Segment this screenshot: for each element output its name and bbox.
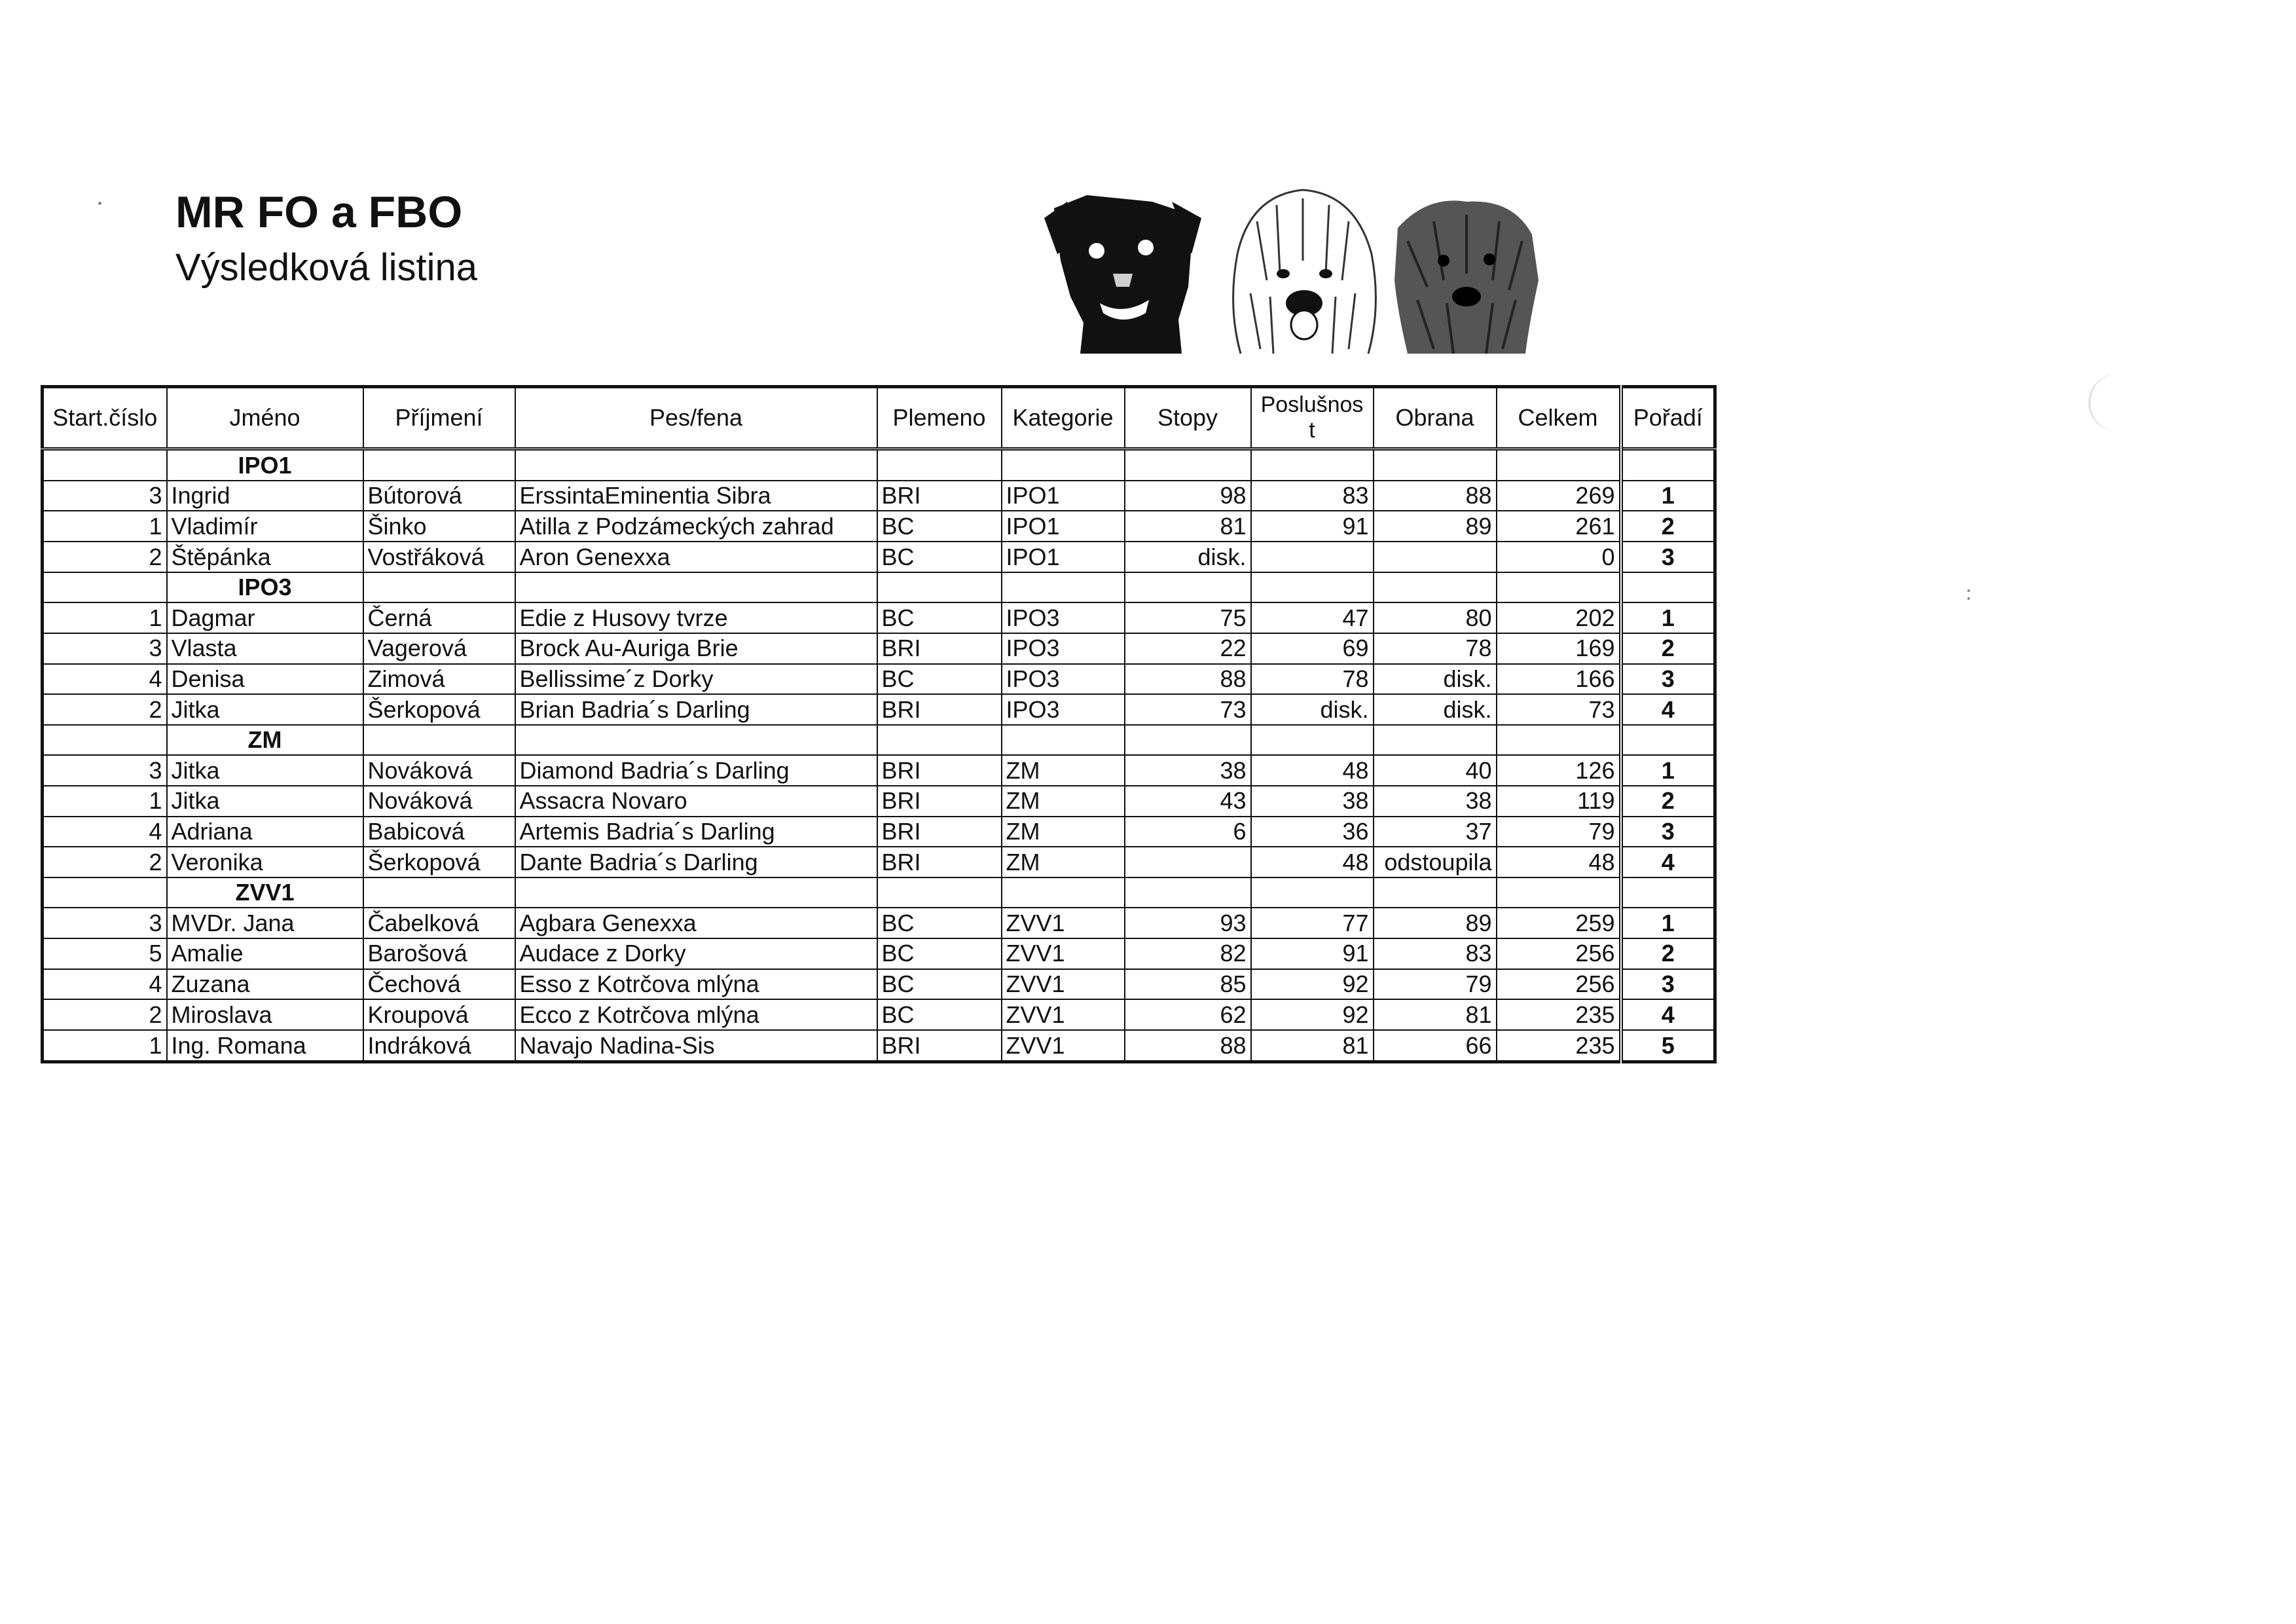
last-name-cell: Babicová <box>363 817 515 847</box>
page-subtitle: Výsledková listina <box>175 246 477 289</box>
obedience-score-cell: 77 <box>1251 908 1374 938</box>
total-score-cell: 48 <box>1497 847 1621 877</box>
section-row <box>43 725 1715 756</box>
breed-cell: BC <box>877 542 1002 572</box>
table-row <box>43 664 1715 695</box>
last-name-cell: Šerkopová <box>363 847 515 877</box>
category-cell: IPO3 <box>1002 602 1125 633</box>
total-score-cell: 261 <box>1497 511 1621 542</box>
obedience-score-cell: 47 <box>1251 602 1374 633</box>
table-row <box>43 999 1715 1030</box>
obedience-score-cell: 92 <box>1251 969 1374 1000</box>
section-row <box>43 572 1715 603</box>
protection-score-cell: 80 <box>1374 602 1497 633</box>
start-number-cell: 3 <box>43 755 167 786</box>
protection-score-cell: 89 <box>1374 908 1497 938</box>
rank-cell: 3 <box>1621 969 1715 1000</box>
category-cell: ZVV1 <box>1002 938 1125 969</box>
protection-score-cell: 40 <box>1374 755 1497 786</box>
protection-score-cell: disk. <box>1374 664 1497 695</box>
start-number-cell: 1 <box>43 602 167 633</box>
empty-cell <box>1002 877 1125 908</box>
category-cell: IPO3 <box>1002 694 1125 725</box>
obedience-score-cell: 38 <box>1251 786 1374 817</box>
first-name-cell: Vladimír <box>167 511 363 542</box>
tracking-score-cell: 85 <box>1125 969 1251 1000</box>
last-name-cell: Čabelková <box>363 908 515 938</box>
category-cell: ZM <box>1002 847 1125 877</box>
protection-score-cell <box>1374 542 1497 572</box>
protection-score-cell: 37 <box>1374 817 1497 847</box>
protection-score-cell: 79 <box>1374 969 1497 1000</box>
empty-cell <box>1125 449 1251 481</box>
first-name-cell: Ingrid <box>167 481 363 511</box>
first-name-cell: Denisa <box>167 664 363 695</box>
dog-name-cell: Diamond Badria´s Darling <box>515 755 877 786</box>
empty-cell <box>43 572 167 603</box>
breed-cell: BRI <box>877 481 1002 511</box>
empty-cell <box>1251 449 1374 481</box>
start-number-cell: 3 <box>43 908 167 938</box>
table-row <box>43 481 1715 511</box>
dog-name-cell: Artemis Badria´s Darling <box>515 817 877 847</box>
protection-score-cell: 78 <box>1374 633 1497 664</box>
total-score-cell: 256 <box>1497 969 1621 1000</box>
rank-cell: 1 <box>1621 908 1715 938</box>
scan-margin-mark <box>2088 373 2149 432</box>
tracking-score-cell: 62 <box>1125 999 1251 1030</box>
last-name-cell: Barošová <box>363 938 515 969</box>
empty-cell <box>1497 449 1621 481</box>
empty-cell <box>877 572 1002 603</box>
empty-cell <box>1621 449 1715 481</box>
empty-cell <box>877 877 1002 908</box>
table-header-row <box>43 387 1715 449</box>
section-row <box>43 877 1715 908</box>
obedience-score-cell: 36 <box>1251 817 1374 847</box>
empty-cell <box>363 877 515 908</box>
empty-cell <box>1374 725 1497 756</box>
first-name-cell: Vlasta <box>167 633 363 664</box>
col-header-rank: Pořadí <box>1621 387 1715 449</box>
last-name-cell: Kroupová <box>363 999 515 1030</box>
last-name-cell: Vostřáková <box>363 542 515 572</box>
empty-cell <box>1002 449 1125 481</box>
empty-cell <box>515 725 877 756</box>
breed-cell: BC <box>877 602 1002 633</box>
empty-cell <box>1002 725 1125 756</box>
obedience-score-cell: 92 <box>1251 999 1374 1030</box>
dog-name-cell: Brian Badria´s Darling <box>515 694 877 725</box>
total-score-cell: 169 <box>1497 633 1621 664</box>
empty-cell <box>1374 877 1497 908</box>
category-cell: ZVV1 <box>1002 1030 1125 1062</box>
table-row <box>43 511 1715 542</box>
breed-cell: BC <box>877 908 1002 938</box>
obedience-score-cell: 83 <box>1251 481 1374 511</box>
category-cell: IPO3 <box>1002 664 1125 695</box>
protection-score-cell: disk. <box>1374 694 1497 725</box>
table-row <box>43 633 1715 664</box>
dog-name-cell: Atilla z Podzámeckých zahrad <box>515 511 877 542</box>
first-name-cell: Adriana <box>167 817 363 847</box>
tracking-score-cell: 38 <box>1125 755 1251 786</box>
last-name-cell: Čechová <box>363 969 515 1000</box>
table-row <box>43 602 1715 633</box>
empty-cell <box>877 725 1002 756</box>
scan-speck <box>1967 597 1970 600</box>
obedience-score-cell: disk. <box>1251 694 1374 725</box>
dog-name-cell: Audace z Dorky <box>515 938 877 969</box>
breed-cell: BRI <box>877 847 1002 877</box>
breed-cell: BRI <box>877 1030 1002 1062</box>
col-header-first-name: Jméno <box>167 387 363 449</box>
empty-cell <box>1002 572 1125 603</box>
rank-cell: 4 <box>1621 694 1715 725</box>
rank-cell: 5 <box>1621 1030 1715 1062</box>
dog-heads-icon <box>1041 182 1545 359</box>
total-score-cell: 73 <box>1497 694 1621 725</box>
protection-score-cell: 89 <box>1374 511 1497 542</box>
table-row <box>43 938 1715 969</box>
tracking-score-cell: 82 <box>1125 938 1251 969</box>
rank-cell: 2 <box>1621 633 1715 664</box>
breed-cell: BRI <box>877 786 1002 817</box>
col-header-total: Celkem <box>1497 387 1621 449</box>
last-name-cell: Nováková <box>363 786 515 817</box>
total-score-cell: 126 <box>1497 755 1621 786</box>
empty-cell <box>515 877 877 908</box>
total-score-cell: 79 <box>1497 817 1621 847</box>
last-name-cell: Indráková <box>363 1030 515 1062</box>
start-number-cell: 1 <box>43 786 167 817</box>
empty-cell <box>43 449 167 481</box>
dog-name-cell: Aron Genexxa <box>515 542 877 572</box>
empty-cell <box>1125 572 1251 603</box>
start-number-cell: 2 <box>43 542 167 572</box>
empty-cell <box>1374 449 1497 481</box>
section-label: IPO1 <box>167 449 363 481</box>
obedience-score-cell: 91 <box>1251 938 1374 969</box>
first-name-cell: Amalie <box>167 938 363 969</box>
obedience-score-cell: 78 <box>1251 664 1374 695</box>
rank-cell: 4 <box>1621 999 1715 1030</box>
breed-cell: BRI <box>877 633 1002 664</box>
rank-cell: 1 <box>1621 755 1715 786</box>
tracking-score-cell: 88 <box>1125 664 1251 695</box>
tracking-score-cell: 93 <box>1125 908 1251 938</box>
tracking-score-cell: 73 <box>1125 694 1251 725</box>
empty-cell <box>1621 877 1715 908</box>
empty-cell <box>1497 725 1621 756</box>
empty-cell <box>43 725 167 756</box>
total-score-cell: 0 <box>1497 542 1621 572</box>
start-number-cell: 5 <box>43 938 167 969</box>
category-cell: ZM <box>1002 817 1125 847</box>
protection-score-cell: 88 <box>1374 481 1497 511</box>
table-row <box>43 908 1715 938</box>
category-cell: IPO1 <box>1002 481 1125 511</box>
dog-name-cell: Dante Badria´s Darling <box>515 847 877 877</box>
table-row <box>43 786 1715 817</box>
empty-cell <box>1125 725 1251 756</box>
col-header-tracking: Stopy <box>1125 387 1251 449</box>
table-row <box>43 817 1715 847</box>
empty-cell <box>877 449 1002 481</box>
empty-cell <box>1251 572 1374 603</box>
tracking-score-cell: 88 <box>1125 1030 1251 1062</box>
empty-cell <box>515 449 877 481</box>
tracking-score-cell: 22 <box>1125 633 1251 664</box>
last-name-cell: Vagerová <box>363 633 515 664</box>
last-name-cell: Nováková <box>363 755 515 786</box>
start-number-cell: 2 <box>43 999 167 1030</box>
empty-cell <box>43 877 167 908</box>
obedience-score-cell: 48 <box>1251 847 1374 877</box>
col-header-obedience: Poslušnos t <box>1251 387 1374 449</box>
section-row <box>43 449 1715 481</box>
protection-score-cell: 81 <box>1374 999 1497 1030</box>
total-score-cell: 256 <box>1497 938 1621 969</box>
rank-cell: 2 <box>1621 938 1715 969</box>
empty-cell <box>1621 572 1715 603</box>
total-score-cell: 202 <box>1497 602 1621 633</box>
obedience-score-cell: 81 <box>1251 1030 1374 1062</box>
dog-name-cell: Bellissime´z Dorky <box>515 664 877 695</box>
rank-cell: 4 <box>1621 847 1715 877</box>
first-name-cell: Jitka <box>167 694 363 725</box>
tracking-score-cell: 81 <box>1125 511 1251 542</box>
last-name-cell: Bútorová <box>363 481 515 511</box>
rank-cell: 2 <box>1621 786 1715 817</box>
table-row <box>43 969 1715 1000</box>
breed-cell: BC <box>877 999 1002 1030</box>
category-cell: ZM <box>1002 786 1125 817</box>
start-number-cell: 4 <box>43 969 167 1000</box>
first-name-cell: Jitka <box>167 755 363 786</box>
category-cell: ZM <box>1002 755 1125 786</box>
tracking-score-cell: 43 <box>1125 786 1251 817</box>
first-name-cell: Dagmar <box>167 602 363 633</box>
total-score-cell: 259 <box>1497 908 1621 938</box>
category-cell: IPO1 <box>1002 511 1125 542</box>
empty-cell <box>1497 572 1621 603</box>
empty-cell <box>1497 877 1621 908</box>
dog-name-cell: Assacra Novaro <box>515 786 877 817</box>
tracking-score-cell: 75 <box>1125 602 1251 633</box>
empty-cell <box>515 572 877 603</box>
dog-name-cell: Edie z Husovy tvrze <box>515 602 877 633</box>
col-header-dog: Pes/fena <box>515 387 877 449</box>
rank-cell: 1 <box>1621 481 1715 511</box>
rank-cell: 1 <box>1621 602 1715 633</box>
start-number-cell: 4 <box>43 664 167 695</box>
start-number-cell: 2 <box>43 847 167 877</box>
empty-cell <box>363 449 515 481</box>
protection-score-cell: 38 <box>1374 786 1497 817</box>
table-row <box>43 755 1715 786</box>
section-label: ZM <box>167 725 363 756</box>
rank-cell: 2 <box>1621 511 1715 542</box>
empty-cell <box>1251 877 1374 908</box>
breed-cell: BRI <box>877 817 1002 847</box>
breed-cell: BC <box>877 511 1002 542</box>
empty-cell <box>1251 725 1374 756</box>
first-name-cell: MVDr. Jana <box>167 908 363 938</box>
breed-cell: BC <box>877 938 1002 969</box>
total-score-cell: 235 <box>1497 999 1621 1030</box>
dog-name-cell: Ecco z Kotrčova mlýna <box>515 999 877 1030</box>
breed-cell: BRI <box>877 755 1002 786</box>
category-cell: ZVV1 <box>1002 908 1125 938</box>
category-cell: ZVV1 <box>1002 969 1125 1000</box>
start-number-cell: 3 <box>43 633 167 664</box>
category-cell: ZVV1 <box>1002 999 1125 1030</box>
page-title: MR FO a FBO <box>175 187 463 237</box>
obedience-score-cell: 48 <box>1251 755 1374 786</box>
empty-cell <box>363 572 515 603</box>
obedience-score-cell: 91 <box>1251 511 1374 542</box>
col-header-last-name: Příjmení <box>363 387 515 449</box>
last-name-cell: Černá <box>363 602 515 633</box>
rank-cell: 3 <box>1621 664 1715 695</box>
start-number-cell: 2 <box>43 694 167 725</box>
dog-name-cell: Brock Au-Auriga Brie <box>515 633 877 664</box>
section-label: IPO3 <box>167 572 363 603</box>
breed-cell: BRI <box>877 694 1002 725</box>
obedience-score-cell: 69 <box>1251 633 1374 664</box>
breed-cell: BC <box>877 969 1002 1000</box>
section-label: ZVV1 <box>167 877 363 908</box>
dog-name-cell: Agbara Genexxa <box>515 908 877 938</box>
col-header-category: Kategorie <box>1002 387 1125 449</box>
empty-cell <box>1374 572 1497 603</box>
total-score-cell: 235 <box>1497 1030 1621 1062</box>
start-number-cell: 1 <box>43 511 167 542</box>
table-row <box>43 847 1715 877</box>
table-row <box>43 542 1715 572</box>
start-number-cell: 1 <box>43 1030 167 1062</box>
first-name-cell: Ing. Romana <box>167 1030 363 1062</box>
last-name-cell: Šinko <box>363 511 515 542</box>
breed-cell: BC <box>877 664 1002 695</box>
protection-score-cell: odstoupila <box>1374 847 1497 877</box>
first-name-cell: Zuzana <box>167 969 363 1000</box>
tracking-score-cell: 98 <box>1125 481 1251 511</box>
first-name-cell: Veronika <box>167 847 363 877</box>
rank-cell: 3 <box>1621 542 1715 572</box>
category-cell: IPO1 <box>1002 542 1125 572</box>
dog-name-cell: ErssintaEminentia Sibra <box>515 481 877 511</box>
dog-name-cell: Esso z Kotrčova mlýna <box>515 969 877 1000</box>
tracking-score-cell: disk. <box>1125 542 1251 572</box>
start-number-cell: 3 <box>43 481 167 511</box>
col-header-breed: Plemeno <box>877 387 1002 449</box>
total-score-cell: 119 <box>1497 786 1621 817</box>
last-name-cell: Zimová <box>363 664 515 695</box>
category-cell: IPO3 <box>1002 633 1125 664</box>
table-row <box>43 694 1715 725</box>
last-name-cell: Šerkopová <box>363 694 515 725</box>
empty-cell <box>1125 877 1251 908</box>
obedience-score-cell <box>1251 542 1374 572</box>
col-header-start: Start.číslo <box>43 387 167 449</box>
protection-score-cell: 83 <box>1374 938 1497 969</box>
total-score-cell: 166 <box>1497 664 1621 695</box>
results-table <box>41 385 1717 1063</box>
empty-cell <box>363 725 515 756</box>
first-name-cell: Štěpánka <box>167 542 363 572</box>
total-score-cell: 269 <box>1497 481 1621 511</box>
rank-cell: 3 <box>1621 817 1715 847</box>
protection-score-cell: 66 <box>1374 1030 1497 1062</box>
table-row <box>43 1030 1715 1062</box>
dog-name-cell: Navajo Nadina-Sis <box>515 1030 877 1062</box>
scan-speck <box>98 202 101 205</box>
first-name-cell: Miroslava <box>167 999 363 1030</box>
col-header-protection: Obrana <box>1374 387 1497 449</box>
first-name-cell: Jitka <box>167 786 363 817</box>
empty-cell <box>1621 725 1715 756</box>
start-number-cell: 4 <box>43 817 167 847</box>
scan-speck <box>1967 589 1970 592</box>
tracking-score-cell <box>1125 847 1251 877</box>
tracking-score-cell: 6 <box>1125 817 1251 847</box>
